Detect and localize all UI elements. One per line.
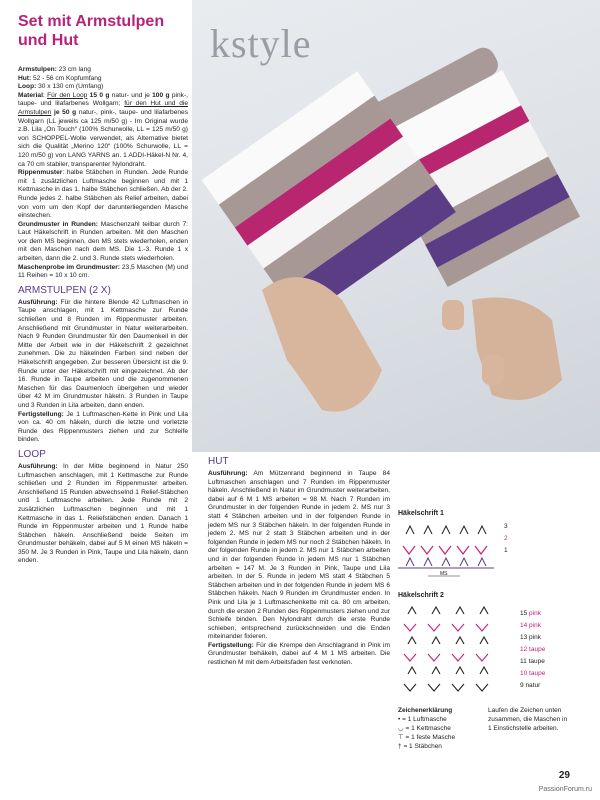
armwarmer-illustration [192, 0, 600, 452]
diagram1-ms-label: MS [440, 571, 448, 577]
product-photo [192, 0, 600, 452]
armstulpen-paragraph: Ausführung: Für die hintere Blende 42 Luftmaschen in Taupe anschlagen, mit 1 Kettmasche zur Runde schließen und 8 Runden im Rippenmuster arbeiten. Anschließend mit Grundmuster in Natur weiterarbeiten. Nach 9 Runden Grundmuster für den Daumenkeil in der Mitte der Arbeit wie in der Häkelschrift 2 gezeichnet zunehmen. Die zu häkelnden Farben sind neben der Häkelschrift angegeben. Zur besseren Übersicht ist die 9. Runde unter der Häkelschrift mit eingezeichnet. Ab der 16. Runde in Taupe arbeiten und die zugenommenen Maschen für das Daumenloch übergehen und wieder über 42 M im Grundmuster häkeln. 3 Runden in Taupe und 3 Runden in Lila arbeiten, dann enden. [18, 298, 188, 409]
diagram2-row-11: 11 taupe [520, 658, 545, 665]
diagram1-row-3: 3 [504, 523, 508, 530]
diagram1-title: Häkelschrift 1 [398, 510, 444, 517]
diagram2-row-12: 12 taupe [520, 646, 546, 653]
intro-hut: Hut: 52 - 56 cm Kopfumfang [18, 74, 102, 82]
intro-loop: Loop: 30 x 130 cm (Umfang) [18, 83, 104, 91]
legend-item-staebchen: † = 1 Stäbchen [398, 743, 442, 750]
armstulpen-heading: ARMSTULPEN (2 X) [18, 284, 111, 296]
hut-fertigstellung: Fertigstellung: Für die Krempe den Anschlagrand in Pink im Grundmuster behäkeln, dabei auf 4 M 1 MS arbeiten. Die restlichen M mit dem Arbeitsfaden fest verknoten. [208, 641, 390, 667]
page-title: Set mit Armstulpen und Hut [18, 13, 165, 49]
armstulpen-fertigstellung: Fertigstellung: Je 1 Luftmaschen-Kette in Pink und Lila von ca. 40 cm häkeln, durch die letzte und vorletzte Runde des Rippenmusters ziehen und zur Schleife binden. [18, 410, 188, 444]
diagram2-chart [398, 604, 513, 696]
symbol-legend [398, 706, 478, 751]
diagram1-row-1: 1 [504, 547, 508, 554]
diagram2-row-14: 14 pink [520, 622, 541, 629]
diagram2-row-15: 15 pink [520, 610, 541, 617]
diagram1-row-2: 2 [504, 535, 508, 542]
legend-item-kettmasche: ◡ = 1 Kettmasche [398, 725, 451, 732]
legend-item-luftmasche: • = 1 Luftmasche [398, 716, 447, 723]
page-number: 29 [558, 770, 570, 781]
legend-item-feste-masche: ⊤ = 1 feste Masche [398, 734, 456, 741]
intro-armstulpen: Armstulpen: 23 cm lang [18, 66, 91, 73]
material-paragraph: Material: Für den Loop 15 0 g natur- und je 100 g pink-, taupe- und lilafarbenes Wollgarn; für den Hut und die Armstulpen je 50 g natur-, pink-, taupe- und lilafarbenes Wollgarn (LL jeweils ca 125 m/50 g) - Im Original wurde z.B. Lila „On Touch“ (100% Schurwolle, LL = 125 m/50 g) von SCHOPPEL-Wolle verwendet, als Alternative bietet sich die Qualität „Merino 120“ (100% Schurwolle, LL = 120 m/50 g) von LANG YARNS an. 1 ADDI-Häkel-N Nr. 4, ca 70 cm stabiler, transparenter Nylondraht. [18, 91, 189, 168]
hut-heading: HUT [208, 456, 229, 467]
magazine-logo: kstyle [210, 21, 312, 66]
legend-note: Laufen die Zeichen unten zusammen, die Maschen in 1 Einstichstelle arbeiten. [488, 707, 568, 732]
diagram2-title: Häkelschrift 2 [398, 592, 444, 599]
left-column [18, 66, 188, 566]
diagram1-chart [398, 522, 518, 582]
diagram2-row-13: 13 pink [520, 634, 541, 641]
loop-paragraph: Ausführung: In der Mitte beginnend in Natur 250 Luftmaschen anschlagen, mit 1 Kettmasche zur Runde schließen und 2 Runden im Rippenmuster arbeiten. Anschließend 15 Runden abwechselnd 1 Relief-Stäbchen und 1 Luftmasche arbeiten. Jede Runde mit 2 zusätzlichen Luftmaschen beginnen und mit 1 Kettmasche in das 1. Reliefstäbchen enden. Danach 1 Runde im Rippenmuster arbeiten und 1 Runde halbe Stäbchen häkeln. Anschließend beide Seiten im Grundmuster behäkeln, dabei auf 5 M einen MS häkeln = 350 M. Je 3 Runden in Pink, Taupe und Lila häkeln, dann enden. [18, 462, 188, 565]
maschenprobe-paragraph: Maschenprobe im Grundmuster: 23,5 Maschen (M) und 11 Reihen = 10 x 10 cm. [18, 263, 188, 280]
grundmuster-paragraph: Grundmuster in Runden: Maschenzahl teilbar durch 7: Laut Häkelschrift in Runden arbeiten. Mit den Maschen vor dem MS beginnen, den MS stets wiederholen, enden mit den Maschen nach dem MS. Die 1.-3. Runde 1 x arbeiten, dann die 2. und 3. Runde stets wiederholen. [18, 220, 188, 263]
site-watermark: PassionForum.ru [538, 786, 592, 793]
middle-column [208, 456, 390, 668]
hut-paragraph: Ausführung: Am Mützenrand beginnend in Taupe 84 Luftmaschen anschlagen und 7 Runden im Rippenmuster häkeln. Anschließend in Natur im Grundmuster weiterarbeiten, dabei auf 6 M 1 MS arbeiten = 98 M. Nach 7 Runden im Grundmuster in der folgenden Runde in jedem 2. MS nur 3 statt 4 Stäbchen arbeiten und in der folgenden Runde in jedem MS nur 3 Stäbchen häkeln. In der folgenden Runde in jedem 2. MS nur 2 statt 3 Stäbchen arbeiten und in der folgenden Runde in jedem MS nur noch 2 Stäbchen häkeln. In der folgenden Runde in jedem 2. MS nur 1 Stäbchen arbeiten und in der folgenden Runde in jedem MS nur 1 Stäbchen arbeiten = 147 M. Je 3 Runden in Pink, Taupe und Lila arbeiten. In der 5. Runde in jedem MS statt 4 Stäbchen 5 Stäbchen arbeiten und in der folgenden Runde in jedem MS 6 Stäbchen häkeln. Nach 9 Runden im Grundmuster enden. In Pink und Lila je 1 Luftmaschenkette mit ca. 80 cm arbeiten, durch die ersten 2 Runden des Rippenmusters ziehen und zur Schleife binden. Den Nylondraht durch die erste Runde schieben, entsprechend zurückschneiden und die Enden miteinander fixieren. [208, 470, 390, 641]
legend-title: Zeichenerklärung [398, 707, 453, 714]
rippenmuster-paragraph: Rippenmuster: halbe Stäbchen in Runden. Jede Runde mit 1 zusätzlichen Luftmasche beginnen und mit 1 Kettmasche in das 1. halbe Stäbchen schließen. Ab der 2. Runde jedes 2. halbe Stäbchen als Relief arbeiten, dabei von vorn um den Kopf der darunterliegenden Masche einstechen. [18, 169, 188, 220]
loop-heading: LOOP [18, 448, 46, 460]
diagram2-row-9: 9 natur [520, 682, 541, 689]
diagram2-row-10: 10 taupe [520, 670, 546, 677]
